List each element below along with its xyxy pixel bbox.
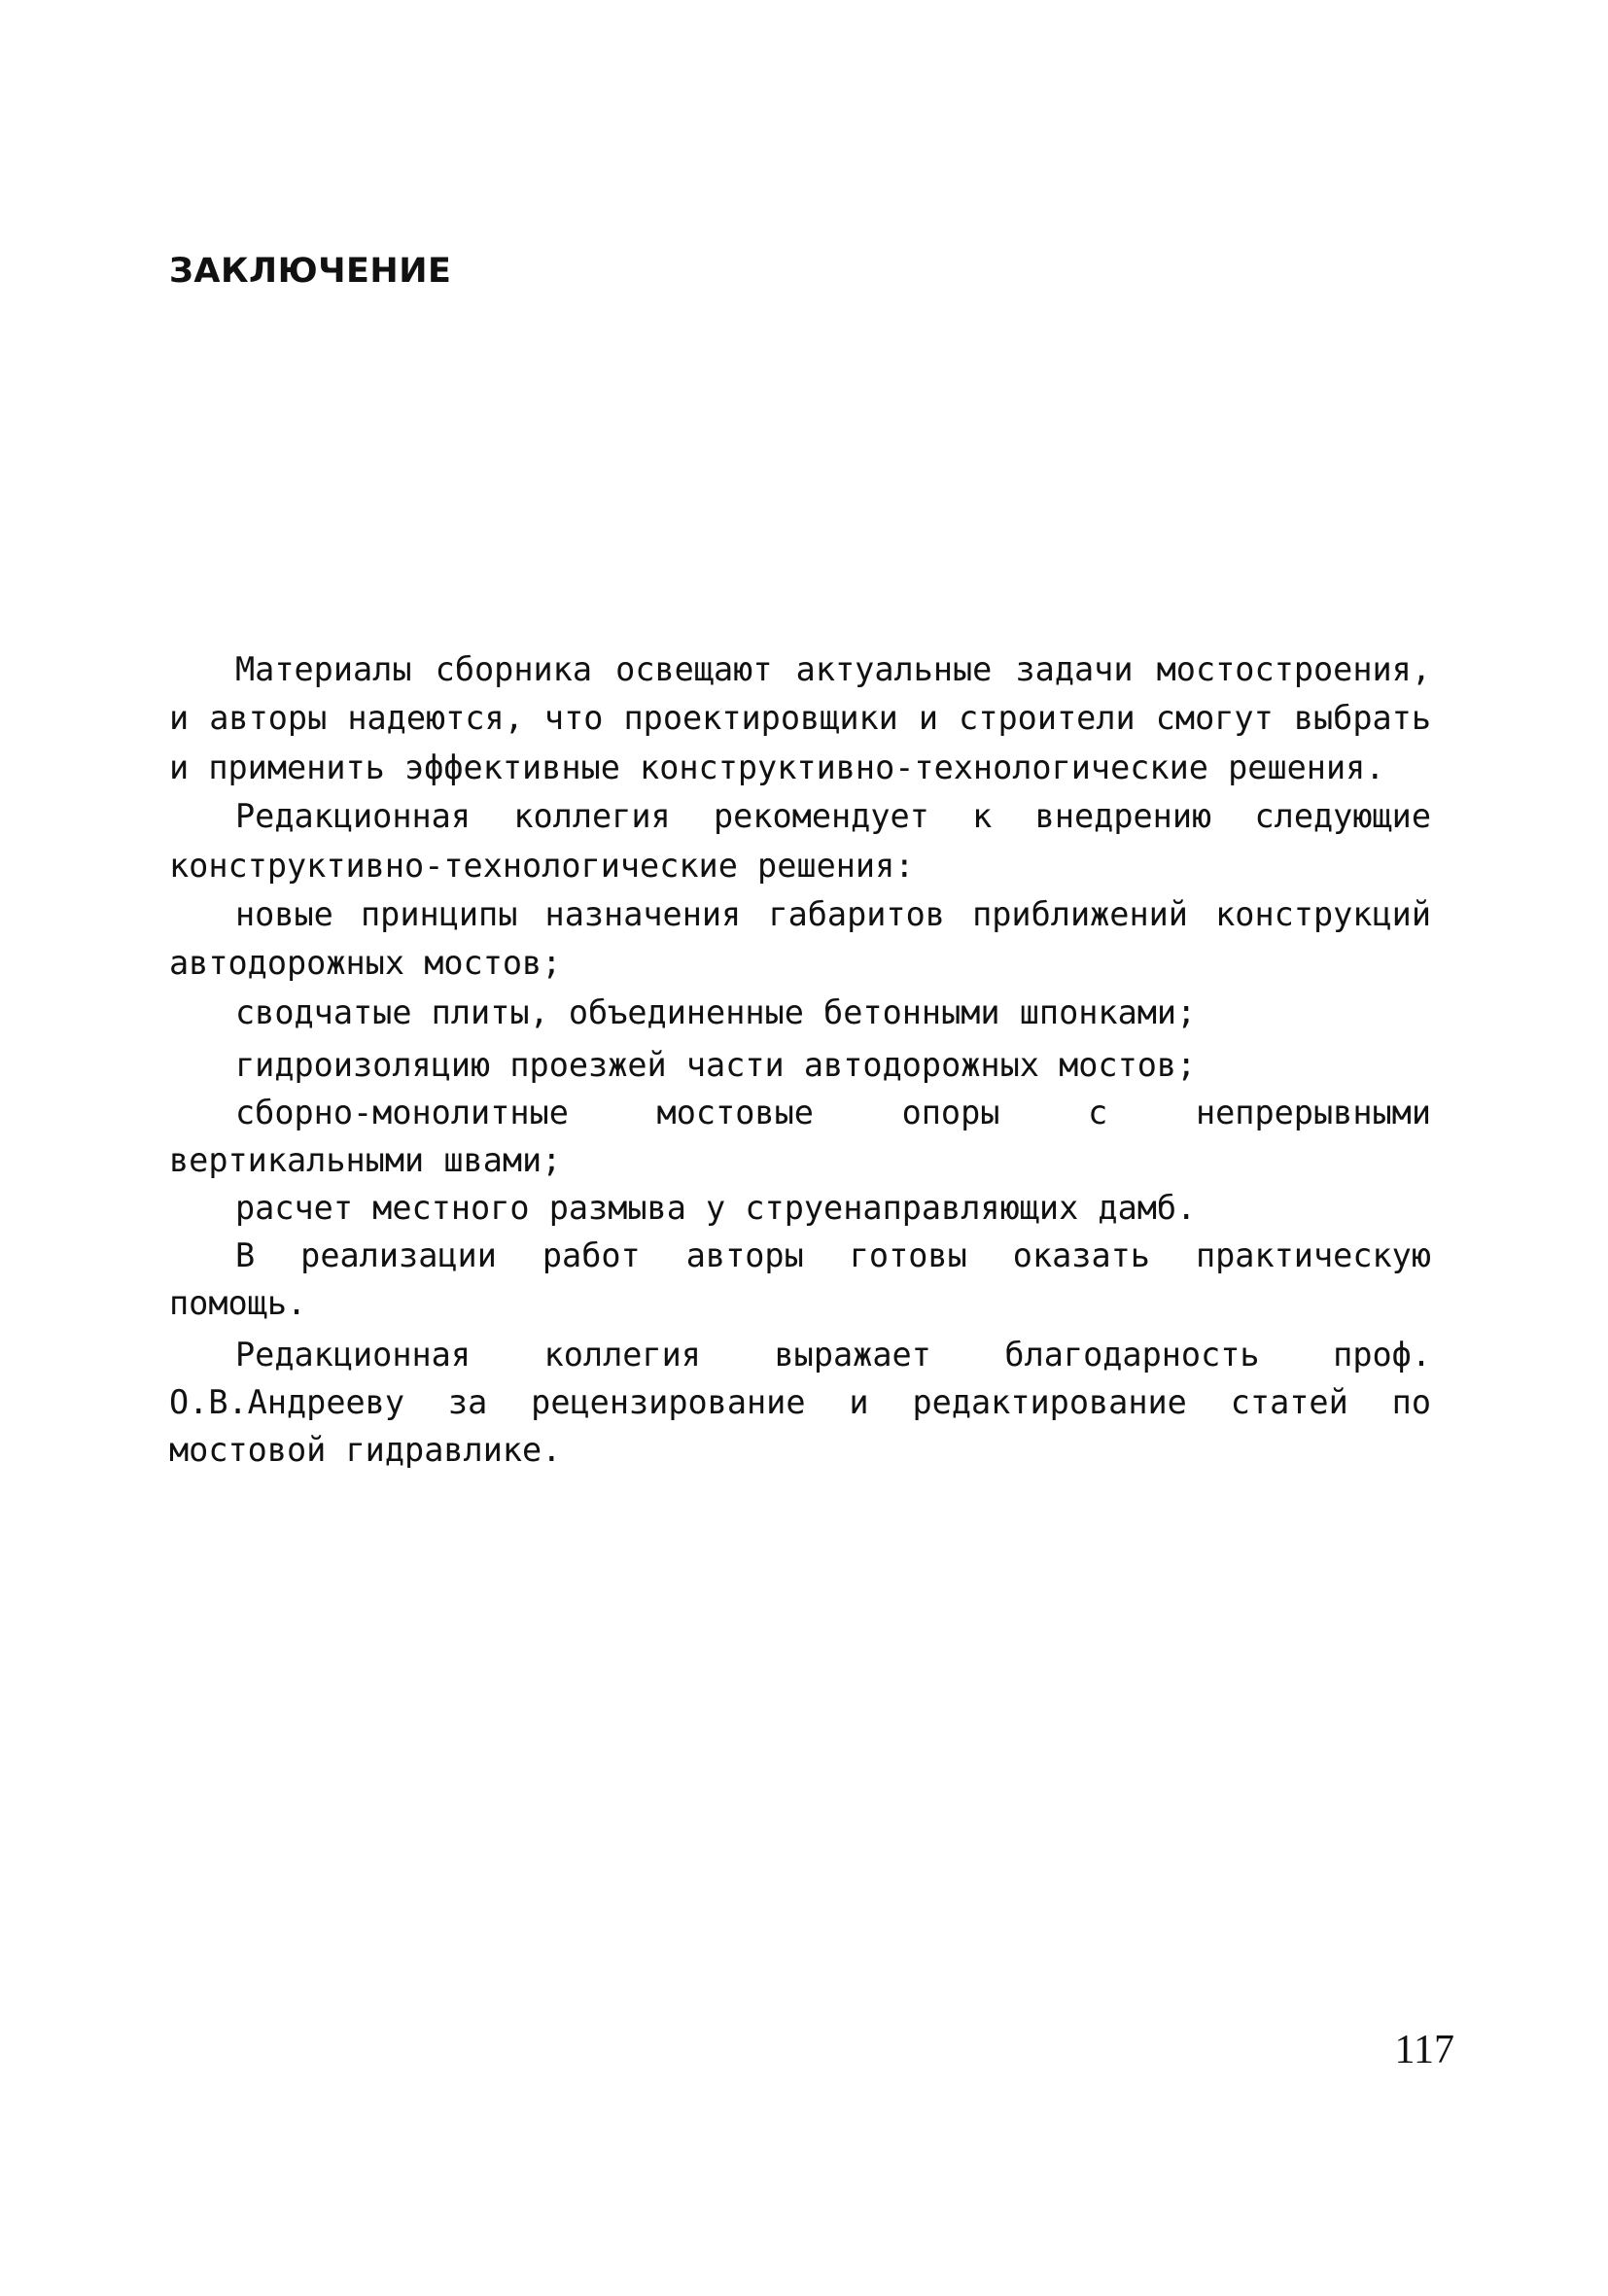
paragraph-intro: Материалы сборника освещают актуальные задачи мостостроения, и авторы надеются, что проектировщики и строители смогут выбрать и применить эффективные конструктивно-технологические решения. xyxy=(169,650,1431,786)
paragraph-acknowledgement: Редакционная коллегия выражает благодарность проф. О.В.Андрееву за рецензирование и редактирование статей по мостовой гидравлике. xyxy=(169,1336,1431,1470)
body-text xyxy=(169,645,1431,1474)
page-number: 117 xyxy=(1394,2028,1454,2072)
paragraph-recommendation: Редакционная коллегия рекомендует к внедрению следующие конструктивно-технологические решения: xyxy=(169,797,1431,885)
list-item-scour-calculation: расчет местного размыва у струенаправляющих дамб. xyxy=(235,1189,1197,1228)
list-item-clearances: новые принципы назначения габаритов приближений конструкций автодорожных мостов; xyxy=(169,895,1431,983)
list-item-vaulted-slabs: сводчатые плиты, объединенные бетонными шпонками; xyxy=(235,992,1197,1031)
list-item-precast-supports: сборно-монолитные мостовые опоры с непрерывными вертикальными швами; xyxy=(169,1094,1431,1180)
paragraph-authors-help: В реализации работ авторы готовы оказать практическую помощь. xyxy=(169,1236,1431,1323)
section-heading: ЗАКЛЮЧЕНИЕ xyxy=(169,252,452,291)
list-item-waterproofing: гидроизоляцию проезжей части автодорожных мостов; xyxy=(235,1046,1197,1085)
